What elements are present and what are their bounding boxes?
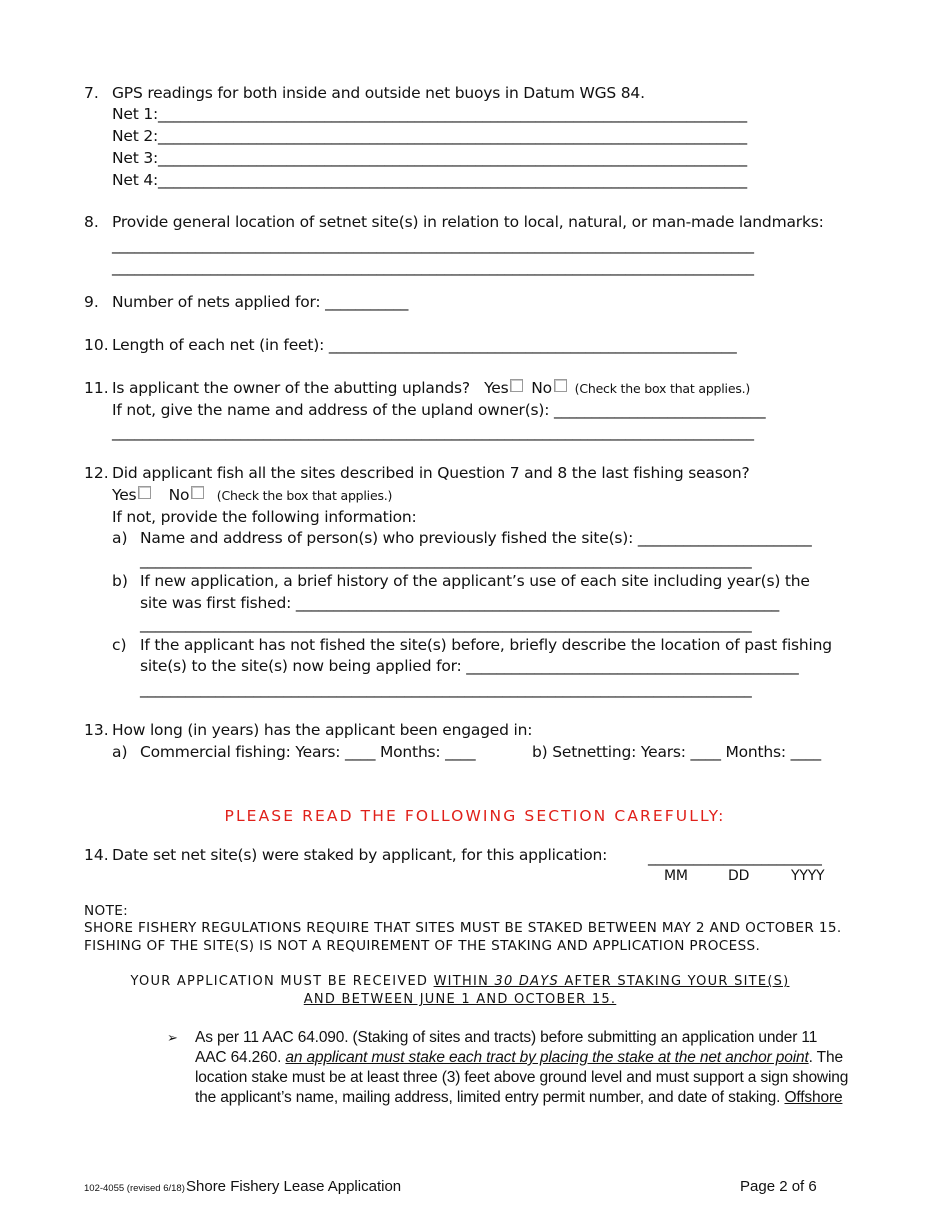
deadline-part-4: AFTER STAKING YOUR SITE(S) xyxy=(558,974,790,989)
q8-answer-line-2[interactable]: _____________________________________________________________________________________ xyxy=(112,258,754,276)
q12a-field[interactable]: Name and address of person(s) who previously fished the site(s): _______________________ xyxy=(140,529,812,547)
q13a-commercial-fishing-field[interactable]: Commercial fishing: Years: ____ Months: ____ xyxy=(140,743,476,761)
q12-number: 12. xyxy=(84,464,109,482)
read-carefully-notice: PLEASE READ THE FOLLOWING SECTION CAREFULLY: xyxy=(224,807,726,825)
q12-no-label: No xyxy=(168,486,190,504)
q11-no-label: No xyxy=(531,379,552,397)
bullet-line-3: location stake must be at least three (3) feet above ground level and must support a sign showing xyxy=(195,1069,849,1086)
bullet-line-1: As per 11 AAC 64.090. (Staking of sites and tracts) before submitting an application under 11 xyxy=(195,1029,818,1046)
net1-field[interactable]: Net 1:______________________________________________________________________________ xyxy=(112,105,747,123)
q8-text: Provide general location of setnet site(s) in relation to local, natural, or man-made landmarks: xyxy=(112,213,824,231)
note-line-2: FISHING OF THE SITE(S) IS NOT A REQUIREMENT OF THE STAKING AND APPLICATION PROCESS. xyxy=(84,938,761,954)
note-line-1: SHORE FISHERY REGULATIONS REQUIRE THAT SITES MUST BE STAKED BETWEEN MAY 2 AND OCTOBER 15. xyxy=(84,920,842,936)
q14-yyyy-label: YYYY xyxy=(791,868,825,884)
q11-hint: (Check the box that applies.) xyxy=(574,381,751,396)
q12-hint: (Check the box that applies.) xyxy=(216,488,393,503)
deadline-line-1 xyxy=(0,973,920,991)
q9-text[interactable]: Number of nets applied for: ___________ xyxy=(112,293,409,311)
footer-form-id: 102-4055 (revised 6/18) xyxy=(84,1183,185,1194)
arrow-bullet-icon: ➢ xyxy=(167,1030,178,1045)
q13-number: 13. xyxy=(84,721,109,739)
bullet-line-4-offshore: Offshore xyxy=(784,1089,843,1106)
bullet-line-4-a: the applicant’s name, mailing address, limited entry permit number, and date of staking. xyxy=(195,1089,785,1106)
q14-text: Date set net site(s) were staked by applicant, for this application: xyxy=(112,846,608,864)
q12c-field[interactable]: site(s) to the site(s) now being applied for: ____________________________________________ xyxy=(140,657,799,675)
footer-form-title: Shore Fishery Lease Application xyxy=(186,1178,402,1195)
bullet-line-4 xyxy=(195,1088,842,1108)
net4-field[interactable]: Net 4:______________________________________________________________________________ xyxy=(112,171,747,189)
q11-yes-checkbox[interactable] xyxy=(510,379,523,392)
q9-number: 9. xyxy=(84,293,99,311)
q11-question: Is applicant the owner of the abutting uplands? xyxy=(112,379,470,397)
q12-no-checkbox[interactable] xyxy=(191,486,204,499)
q12b-text: If new application, a brief history of the applicant’s use of each site including year(s) the xyxy=(140,572,810,590)
q11-number: 11. xyxy=(84,379,109,397)
deadline-part-1: YOUR APPLICATION MUST BE RECEIVED xyxy=(130,974,434,989)
q14-number: 14. xyxy=(84,846,109,864)
q13-question: How long (in years) has the applicant been engaged in: xyxy=(112,721,533,739)
q14-mm-label: MM xyxy=(664,868,688,884)
bullet-line-2 xyxy=(195,1048,843,1068)
q11-yes-label: Yes xyxy=(484,379,509,397)
net3-field[interactable]: Net 3:______________________________________________________________________________ xyxy=(112,149,747,167)
q12b-field[interactable]: site was first fished: ________________________________________________________________ xyxy=(140,594,780,612)
q12c-text: If the applicant has not fished the site(s) before, briefly describe the location of past fishing xyxy=(140,636,832,654)
q12a-label: a) xyxy=(112,529,128,547)
q11-upland-owner-field[interactable]: If not, give the name and address of the upland owner(s): ____________________________ xyxy=(112,401,766,419)
deadline-dates: AND BETWEEN JUNE 1 AND OCTOBER 15. xyxy=(303,992,617,1007)
q12c-line-2[interactable]: _________________________________________________________________________________ xyxy=(140,680,752,698)
q12b-label: b) xyxy=(112,572,128,590)
q11-question-row xyxy=(112,378,750,399)
note-label: NOTE: xyxy=(84,903,129,919)
q8-number: 8. xyxy=(84,213,99,231)
bullet-line-2-a: AAC 64.260. xyxy=(195,1049,286,1066)
q14-date-field[interactable]: _______________________ xyxy=(648,848,822,866)
q7-text: GPS readings for both inside and outside net buoys in Datum WGS 84. xyxy=(112,84,645,102)
q13b-setnetting-field[interactable]: b) Setnetting: Years: ____ Months: ____ xyxy=(532,743,821,761)
q12-checkbox-row xyxy=(112,485,392,506)
q10-text[interactable]: Length of each net (in feet): ______________________________________________________ xyxy=(112,336,737,354)
q12c-label: c) xyxy=(112,636,127,654)
q12-ifnot: If not, provide the following information: xyxy=(112,508,417,526)
q14-dd-label: DD xyxy=(728,868,750,884)
deadline-part-2: WITHIN xyxy=(433,974,495,989)
q8-answer-line-1[interactable]: _____________________________________________________________________________________ xyxy=(112,236,754,254)
q7-number: 7. xyxy=(84,84,99,102)
q11-upland-owner-line-2[interactable]: _____________________________________________________________________________________ xyxy=(112,423,754,441)
q13a-label: a) xyxy=(112,743,128,761)
bullet-line-2-emphasis: an applicant must stake each tract by placing the stake at the net anchor point xyxy=(285,1049,809,1066)
q12-question: Did applicant fish all the sites described in Question 7 and 8 the last fishing season? xyxy=(112,464,750,482)
deadline-30-days: 30 DAYS xyxy=(494,974,559,989)
q10-number: 10. xyxy=(84,336,109,354)
q12a-line-2[interactable]: _________________________________________________________________________________ xyxy=(140,551,752,569)
q11-no-checkbox[interactable] xyxy=(554,379,567,392)
deadline-line-2 xyxy=(0,991,920,1009)
q12b-line-2[interactable]: _________________________________________________________________________________ xyxy=(140,615,752,633)
net2-field[interactable]: Net 2:______________________________________________________________________________ xyxy=(112,127,747,145)
q12-yes-checkbox[interactable] xyxy=(138,486,151,499)
bullet-line-2-c: . The xyxy=(808,1049,843,1066)
footer-page-number: Page 2 of 6 xyxy=(740,1178,817,1195)
q12-yes-label: Yes xyxy=(112,486,137,504)
